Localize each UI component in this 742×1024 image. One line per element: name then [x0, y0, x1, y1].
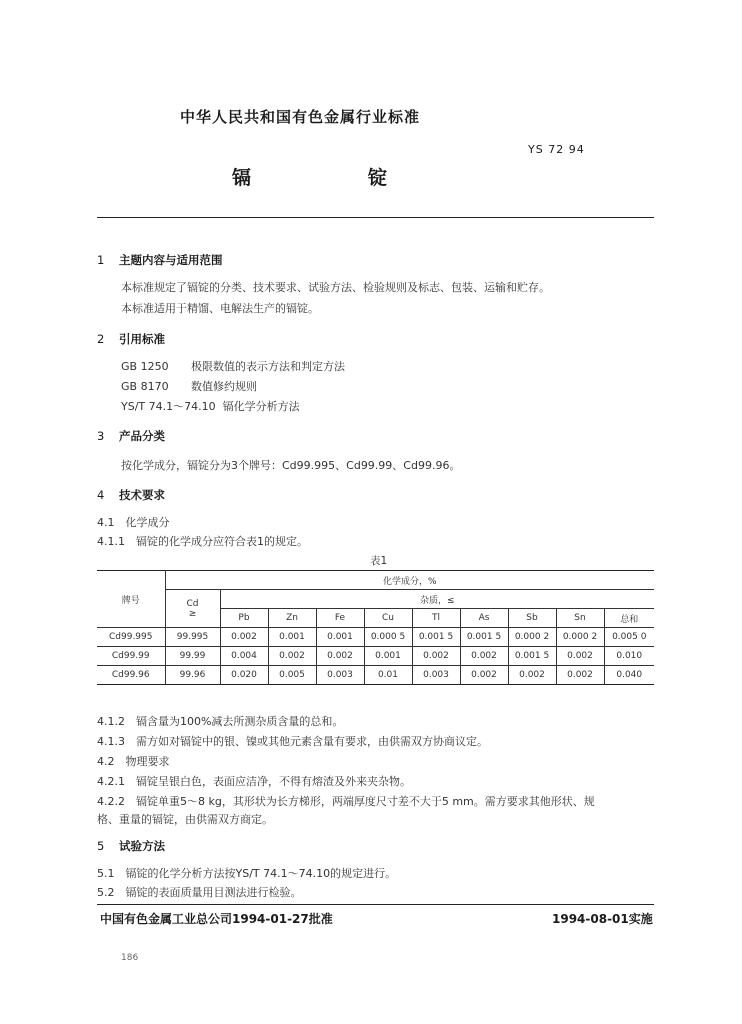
value-cell: 0.003: [316, 666, 364, 685]
section-4-title: 技术要求: [119, 488, 165, 502]
section-4-heading: [97, 487, 165, 503]
reference-code: GB 1250: [121, 360, 169, 373]
reference-item: [121, 378, 257, 394]
value-cell: 0.002: [460, 647, 508, 666]
impurity-header: Sb: [508, 609, 556, 628]
value-cell: 0.005: [268, 666, 316, 685]
impurity-header: Sn: [556, 609, 604, 628]
value-cell: 0.005 0: [604, 628, 654, 647]
impurity-header: Zn: [268, 609, 316, 628]
impurity-header: 总和: [604, 609, 654, 628]
header-cd: Cd: [186, 598, 199, 609]
value-cell: 0.002: [412, 647, 460, 666]
grade-cell: Cd99.96: [97, 666, 165, 685]
table-row: [97, 647, 654, 666]
cd-cell: 99.995: [165, 628, 220, 647]
clause-4-2: 4.2 物理要求: [97, 755, 170, 768]
value-cell: 0.000 2: [508, 628, 556, 647]
clause-4-1-2: 4.1.2 镉含量为100%减去所测杂质含量的总和。: [97, 715, 344, 728]
reference-text: 数值修约规则: [191, 380, 257, 393]
section-1-heading: [97, 252, 223, 268]
clause-4-2-2-line-1: 4.2.2 镉锭单重5～8 kg，其形状为长方梯形，两端厚度尺寸差不大于5 mm。需方要求其他形状、规: [97, 795, 595, 808]
section-2-title: 引用标准: [119, 332, 165, 346]
value-cell: 0.010: [604, 647, 654, 666]
clause-5-2: 5.2 镉锭的表面质量用目测法进行检验。: [97, 886, 302, 899]
value-cell: 0.002: [460, 666, 508, 685]
grade-cell: Cd99.995: [97, 628, 165, 647]
doc-title-char-1: 镉: [232, 167, 252, 189]
value-cell: 0.040: [604, 666, 654, 685]
approval-statement: 中国有色金属工业总公司1994-01-27批准: [100, 912, 333, 926]
clause-4-1-1: 4.1.1 镉锭的化学成分应符合表1的规定。: [97, 535, 308, 548]
header-cd-min: ≥: [188, 608, 197, 619]
impurity-header: Tl: [412, 609, 460, 628]
reference-code: YS/T 74.1～74.10: [121, 400, 216, 413]
section-2-number: 2: [97, 332, 105, 346]
section-3-title: 产品分类: [119, 429, 165, 443]
section-1-paragraph-1: 本标准规定了镉锭的分类、技术要求、试验方法、检验规则及标志、包装、运输和贮存。: [121, 281, 550, 294]
value-cell: 0.002: [556, 666, 604, 685]
section-1-paragraph-2: 本标准适用于精馏、电解法生产的镉锭。: [121, 302, 319, 315]
doc-title-char-2: 锭: [368, 167, 388, 189]
cd-cell: 99.99: [165, 647, 220, 666]
table-caption: 表1: [370, 555, 388, 567]
section-1-number: 1: [97, 253, 105, 267]
clause-5-1: 5.1 镉锭的化学分析方法按YS/T 74.1～74.10的规定进行。: [97, 867, 397, 880]
section-1-title: 主题内容与适用范围: [119, 253, 223, 267]
chemical-composition-table: [97, 570, 654, 685]
clause-4-1-3: 4.1.3 需方如对镉锭中的银、镍或其他元素含量有要求，由供需双方协商议定。: [97, 735, 488, 748]
cd-cell: 99.96: [165, 666, 220, 685]
reference-text: 极限数值的表示方法和判定方法: [191, 360, 345, 373]
value-cell: 0.002: [556, 647, 604, 666]
section-5-heading: [97, 838, 165, 854]
value-cell: 0.001 5: [508, 647, 556, 666]
value-cell: 0.000 2: [556, 628, 604, 647]
value-cell: 0.001: [268, 628, 316, 647]
effective-date: 1994-08-01实施: [552, 912, 653, 926]
page-number: 186: [121, 953, 139, 963]
section-5-title: 试验方法: [119, 839, 165, 853]
section-3-paragraph: 按化学成分，镉锭分为3个牌号：Cd99.995、Cd99.99、Cd99.96。: [121, 459, 461, 472]
value-cell: 0.002: [316, 647, 364, 666]
footer-divider: [97, 904, 654, 905]
value-cell: 0.002: [508, 666, 556, 685]
value-cell: 0.003: [412, 666, 460, 685]
grade-cell: Cd99.99: [97, 647, 165, 666]
section-5-number: 5: [97, 839, 105, 853]
value-cell: 0.020: [220, 666, 268, 685]
value-cell: 0.001: [364, 647, 412, 666]
header-divider: [97, 217, 654, 218]
section-3-number: 3: [97, 429, 105, 443]
header-cd-cell: [165, 590, 220, 628]
value-cell: 0.004: [220, 647, 268, 666]
section-4-number: 4: [97, 488, 105, 502]
clause-4-2-1: 4.2.1 镉锭呈银白色，表面应洁净，不得有熔渣及外来夹杂物。: [97, 775, 411, 788]
value-cell: 0.001 5: [460, 628, 508, 647]
value-cell: 0.000 5: [364, 628, 412, 647]
header-chemical-composition: 化学成分，%: [165, 571, 654, 590]
reference-code: GB 8170: [121, 380, 169, 393]
table-row: [97, 666, 654, 685]
impurity-header: As: [460, 609, 508, 628]
section-3-heading: [97, 428, 165, 444]
section-2-heading: [97, 331, 165, 347]
standard-category-title: 中华人民共和国有色金属行业标准: [180, 108, 421, 126]
value-cell: 0.001: [316, 628, 364, 647]
clause-4-2-2-line-2: 格、重量的镉锭，由供需双方商定。: [97, 813, 273, 826]
clause-4-1: 4.1 化学成分: [97, 516, 170, 529]
impurity-header: Fe: [316, 609, 364, 628]
value-cell: 0.002: [268, 647, 316, 666]
reference-text: 镉化学分析方法: [222, 400, 300, 413]
value-cell: 0.01: [364, 666, 412, 685]
value-cell: 0.001 5: [412, 628, 460, 647]
table-row: [97, 628, 654, 647]
impurity-header: Pb: [220, 609, 268, 628]
impurity-header: Cu: [364, 609, 412, 628]
reference-item: [121, 398, 300, 414]
header-grade: 牌号: [97, 571, 165, 628]
header-impurity: 杂质，≤: [220, 590, 654, 609]
reference-item: [121, 358, 345, 374]
standard-number: YS 72 94: [528, 143, 585, 156]
value-cell: 0.002: [220, 628, 268, 647]
